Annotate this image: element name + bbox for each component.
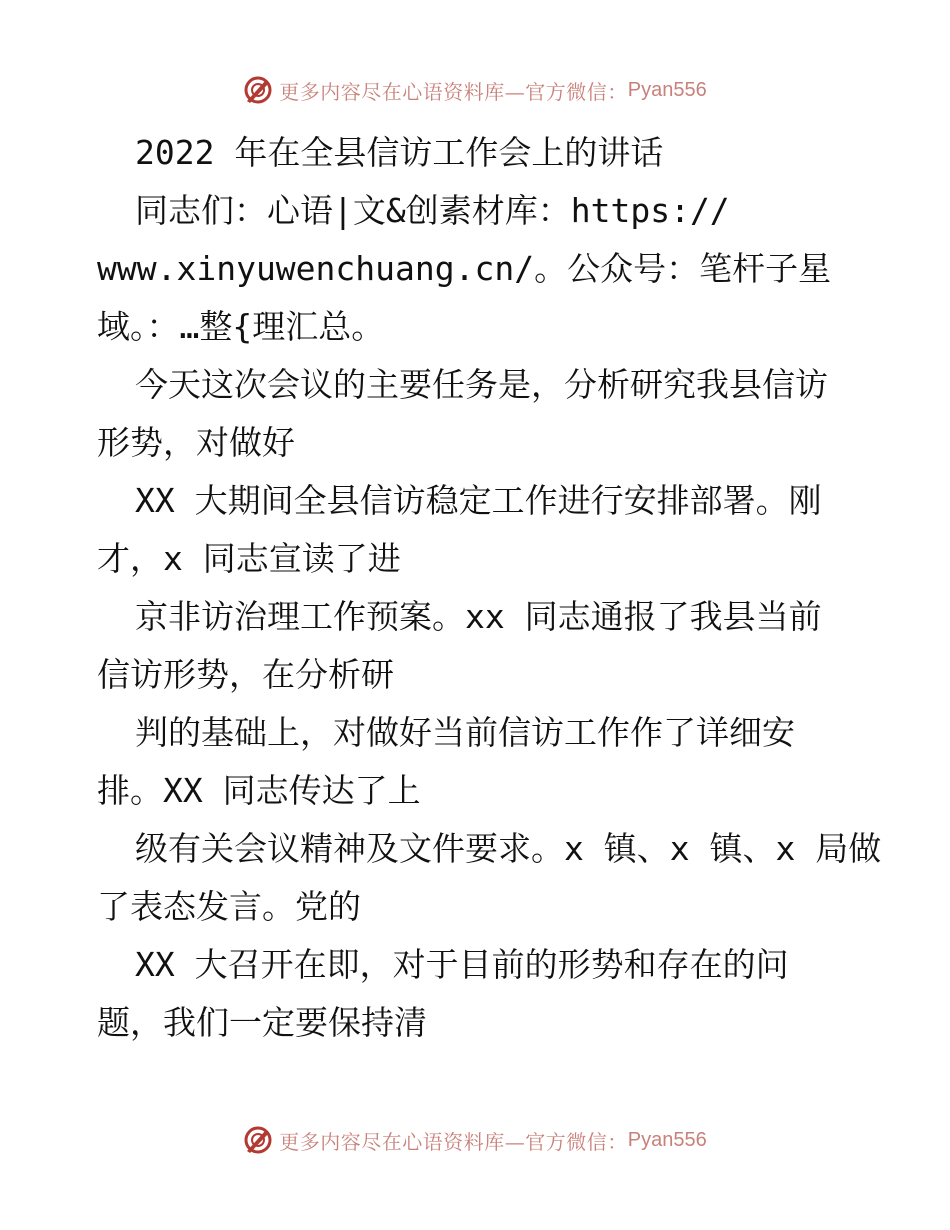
pen-logo-icon	[243, 75, 273, 105]
watermark-wechat-id: Pyan556	[627, 78, 707, 101]
text-line: 排。XX 同志传达了上	[97, 771, 421, 810]
text-line: 了表态发言。党的	[97, 887, 361, 926]
watermark-wechat-id: Pyan556	[627, 1128, 707, 1151]
text-line: 域。：…整{理汇总。	[97, 307, 385, 346]
watermark-banner-bottom	[0, 1120, 950, 1160]
text-line: 才，x 同志宣读了进	[97, 539, 401, 578]
text-line: 今天这次会议的主要任务是，分析研究我县信访	[135, 365, 828, 404]
watermark-banner-top	[0, 70, 950, 110]
text-line: 题，我们一定要保持清	[97, 1003, 427, 1042]
pen-logo-icon	[243, 1125, 273, 1155]
text-line: 级有关会议精神及文件要求。x 镇、x 镇、x 局做	[135, 829, 882, 868]
document-body	[97, 124, 882, 1052]
text-line: 信访形势，在分析研	[97, 655, 394, 694]
text-line: XX 大召开在即，对于目前的形势和存在的问	[135, 945, 789, 984]
text-line: XX 大期间全县信访稳定工作进行安排部署。刚	[135, 481, 822, 520]
watermark-text: 更多内容尽在心语资料库—官方微信：	[279, 1129, 628, 1154]
watermark-text: 更多内容尽在心语资料库—官方微信：	[279, 79, 628, 104]
document-title: 2022 年在全县信访工作会上的讲话	[135, 133, 664, 172]
text-line: 判的基础上，对做好当前信访工作作了详细安	[135, 713, 795, 752]
text-line: 京非访治理工作预案。xx 同志通报了我县当前	[135, 597, 822, 636]
text-line: 形势，对做好	[97, 423, 295, 462]
text-line: www.xinyuwenchuang.cn/。公众号：笔杆子星	[97, 249, 832, 288]
text-line: 同志们：心语|文&创素材库：https://	[135, 191, 730, 230]
